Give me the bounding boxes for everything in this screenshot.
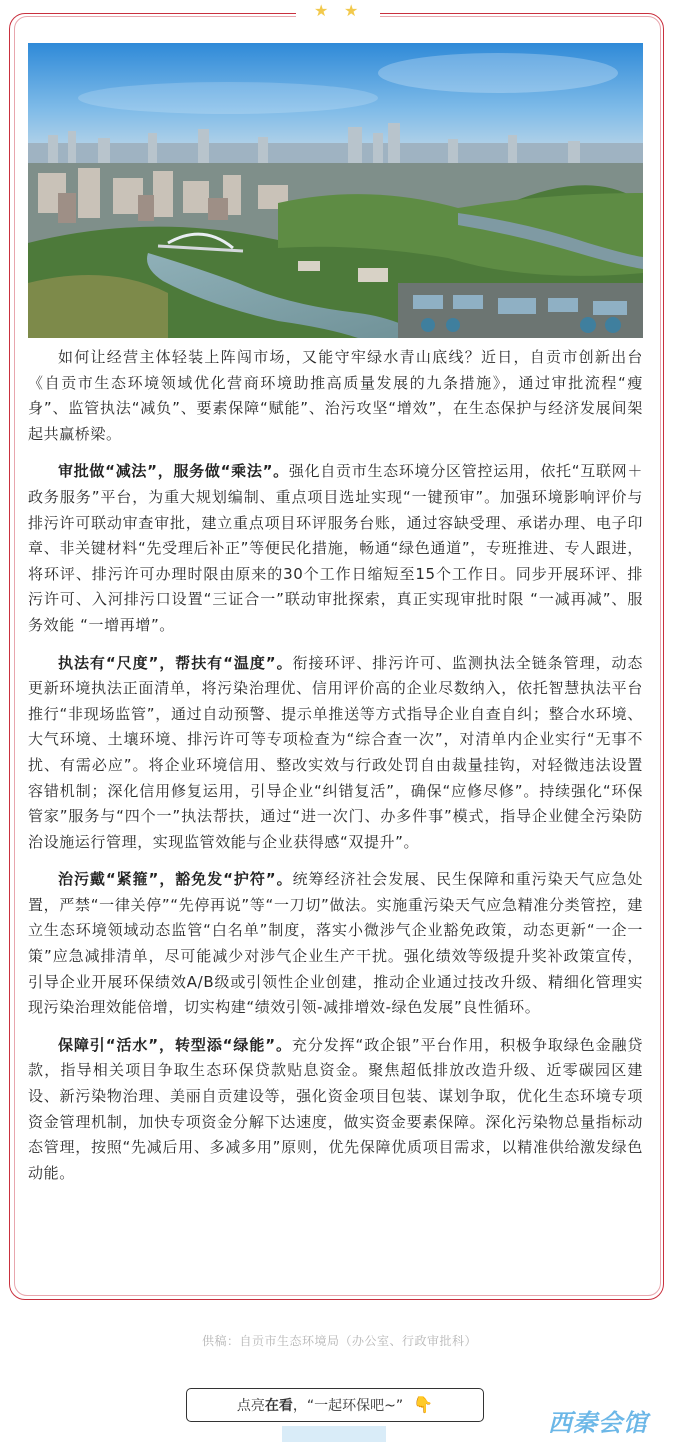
- paragraph-text: 强化自贡市生态环境分区管控运用，依托“互联网＋政务服务”平台，为重大规划编制、重点项目选址实现“一键预审”。加强环境影响评价与排污许可联动审查审批，建立重点项目环评服务台账，通过容缺受理、承诺办理、电子印章、非关键材料“先受理后补正”等便民化措施，畅通“绿色通道”，专班推进、专人跟进，将环评、排污许可办理时限由原来的30个工作日缩短至15个工作日。同步开展环评、排污许可、入河排污口设置“三证合一”联动审批探索，真正实现审批时限 “一减再减”、服务效能 “一增再增”。: [28, 462, 643, 634]
- paragraph-lead: 执法有“尺度”，帮扶有“温度”。: [58, 653, 293, 672]
- paragraph-text: 统筹经济社会发展、民生保障和重污染天气应急处置，严禁“一律关停”“先停再说”等“一刀切”做法。实施重污染天气应急精准分类管控，建立生态环境领域动态监管“白名单”制度，落实小微涉气企业豁免政策，动态更新“一企一策”应急减排清单，尽可能减少对涉气企业生产干扰。强化绩效等级提升奖补政策宣传，引导企业开展环保绩效A/B级或引领性企业创建，推动企业通过技改升级、精细化管理实现污染治理效能倍增，切实构建“绩效引领-减排增效-绿色发展”良性循环。: [28, 870, 644, 1017]
- cta-suffix: ，“一起环保吧~”: [292, 1398, 404, 1414]
- source-credit: 供稿：自贡市生态环境局（办公室、行政审批科）: [201, 1334, 477, 1348]
- aerial-city-photo: [28, 43, 643, 338]
- watermark-logo: 西秦会馆: [548, 1409, 648, 1437]
- paragraph-text: 如何让经营主体轻装上阵闯市场，又能守牢绿水青山底线？近日，自贡市创新出台《自贡市生态环境领域优化营商环境助推高质量发展的九条措施》，通过审批流程“瘦身”、监管执法“减负”、要素保障“赋能”、治污攻坚“增效”，在生态保护与经济发展间架起共赢桥梁。: [28, 348, 643, 443]
- cta-bold: 在看: [264, 1398, 293, 1414]
- paragraph-approval: [28, 459, 643, 638]
- paragraph-lead: 保障引“活水”，转型添“绿能”。: [58, 1035, 292, 1054]
- paragraph-intro: [28, 345, 643, 447]
- cta-highlight: [282, 1426, 386, 1442]
- paragraph-text: 衔接环评、排污许可、监测执法全链条管理，动态更新环境执法正面清单，将污染治理优、信用评价高的企业尽数纳入，依托智慧执法平台推行“非现场监管”，通过自动预警、提示单推送等方式指导企业自查自纠；整合水环境、大气环境、土壤环境、排污许可等专项检查为“综合查一次”，对清单内企业实行“无事不扰、有需必应”。将企业环境信用、整改实效与行政处罚自由裁量挂钩，对轻微违法设置容错机制；深化信用修复运用，引导企业“纠错复活”，确保“应修尽修”。持续强化“环保管家”服务与“四个一”执法帮扶，通过“进一次门、办多件事”模式，指导企业健全污染防治设施运行管理，实现监管效能与企业获得感“双提升”。: [28, 653, 644, 851]
- pointing-hand-icon: 👇: [413, 1395, 434, 1414]
- paragraph-enforcement: [28, 651, 643, 856]
- paragraph-lead: 审批做“减法”，服务做“乘法”。: [58, 462, 289, 481]
- paragraph-lead: 治污戴“紧箍”，豁免发“护符”。: [58, 870, 293, 889]
- like-cta-button[interactable]: [186, 1388, 484, 1422]
- star-icon: ★: [314, 1, 329, 20]
- frame-top-gap: [296, 0, 380, 28]
- article-body: [28, 345, 643, 1198]
- cta-prefix: 点亮: [236, 1398, 265, 1414]
- paragraph-support: [28, 1033, 643, 1187]
- paragraph-pollution: [28, 867, 643, 1021]
- paragraph-text: 充分发挥“政企银”平台作用，积极争取绿色金融贷款，指导相关项目争取生态环保贷款贴息资金。聚焦超低排放改造升级、近零碳园区建设、新污染物治理、美丽自贡建设等，强化资金项目包装、谋划争取，优化生态环境专项资金管理机制，加快专项资金分解下达速度，做实资金要素保障。深化污染物总量指标动态管理，按照“先减后用、多减多用”原则，优先保障优质项目需求，以精准供给激发绿色动能。: [28, 1035, 643, 1182]
- star-icon: ★: [344, 1, 359, 20]
